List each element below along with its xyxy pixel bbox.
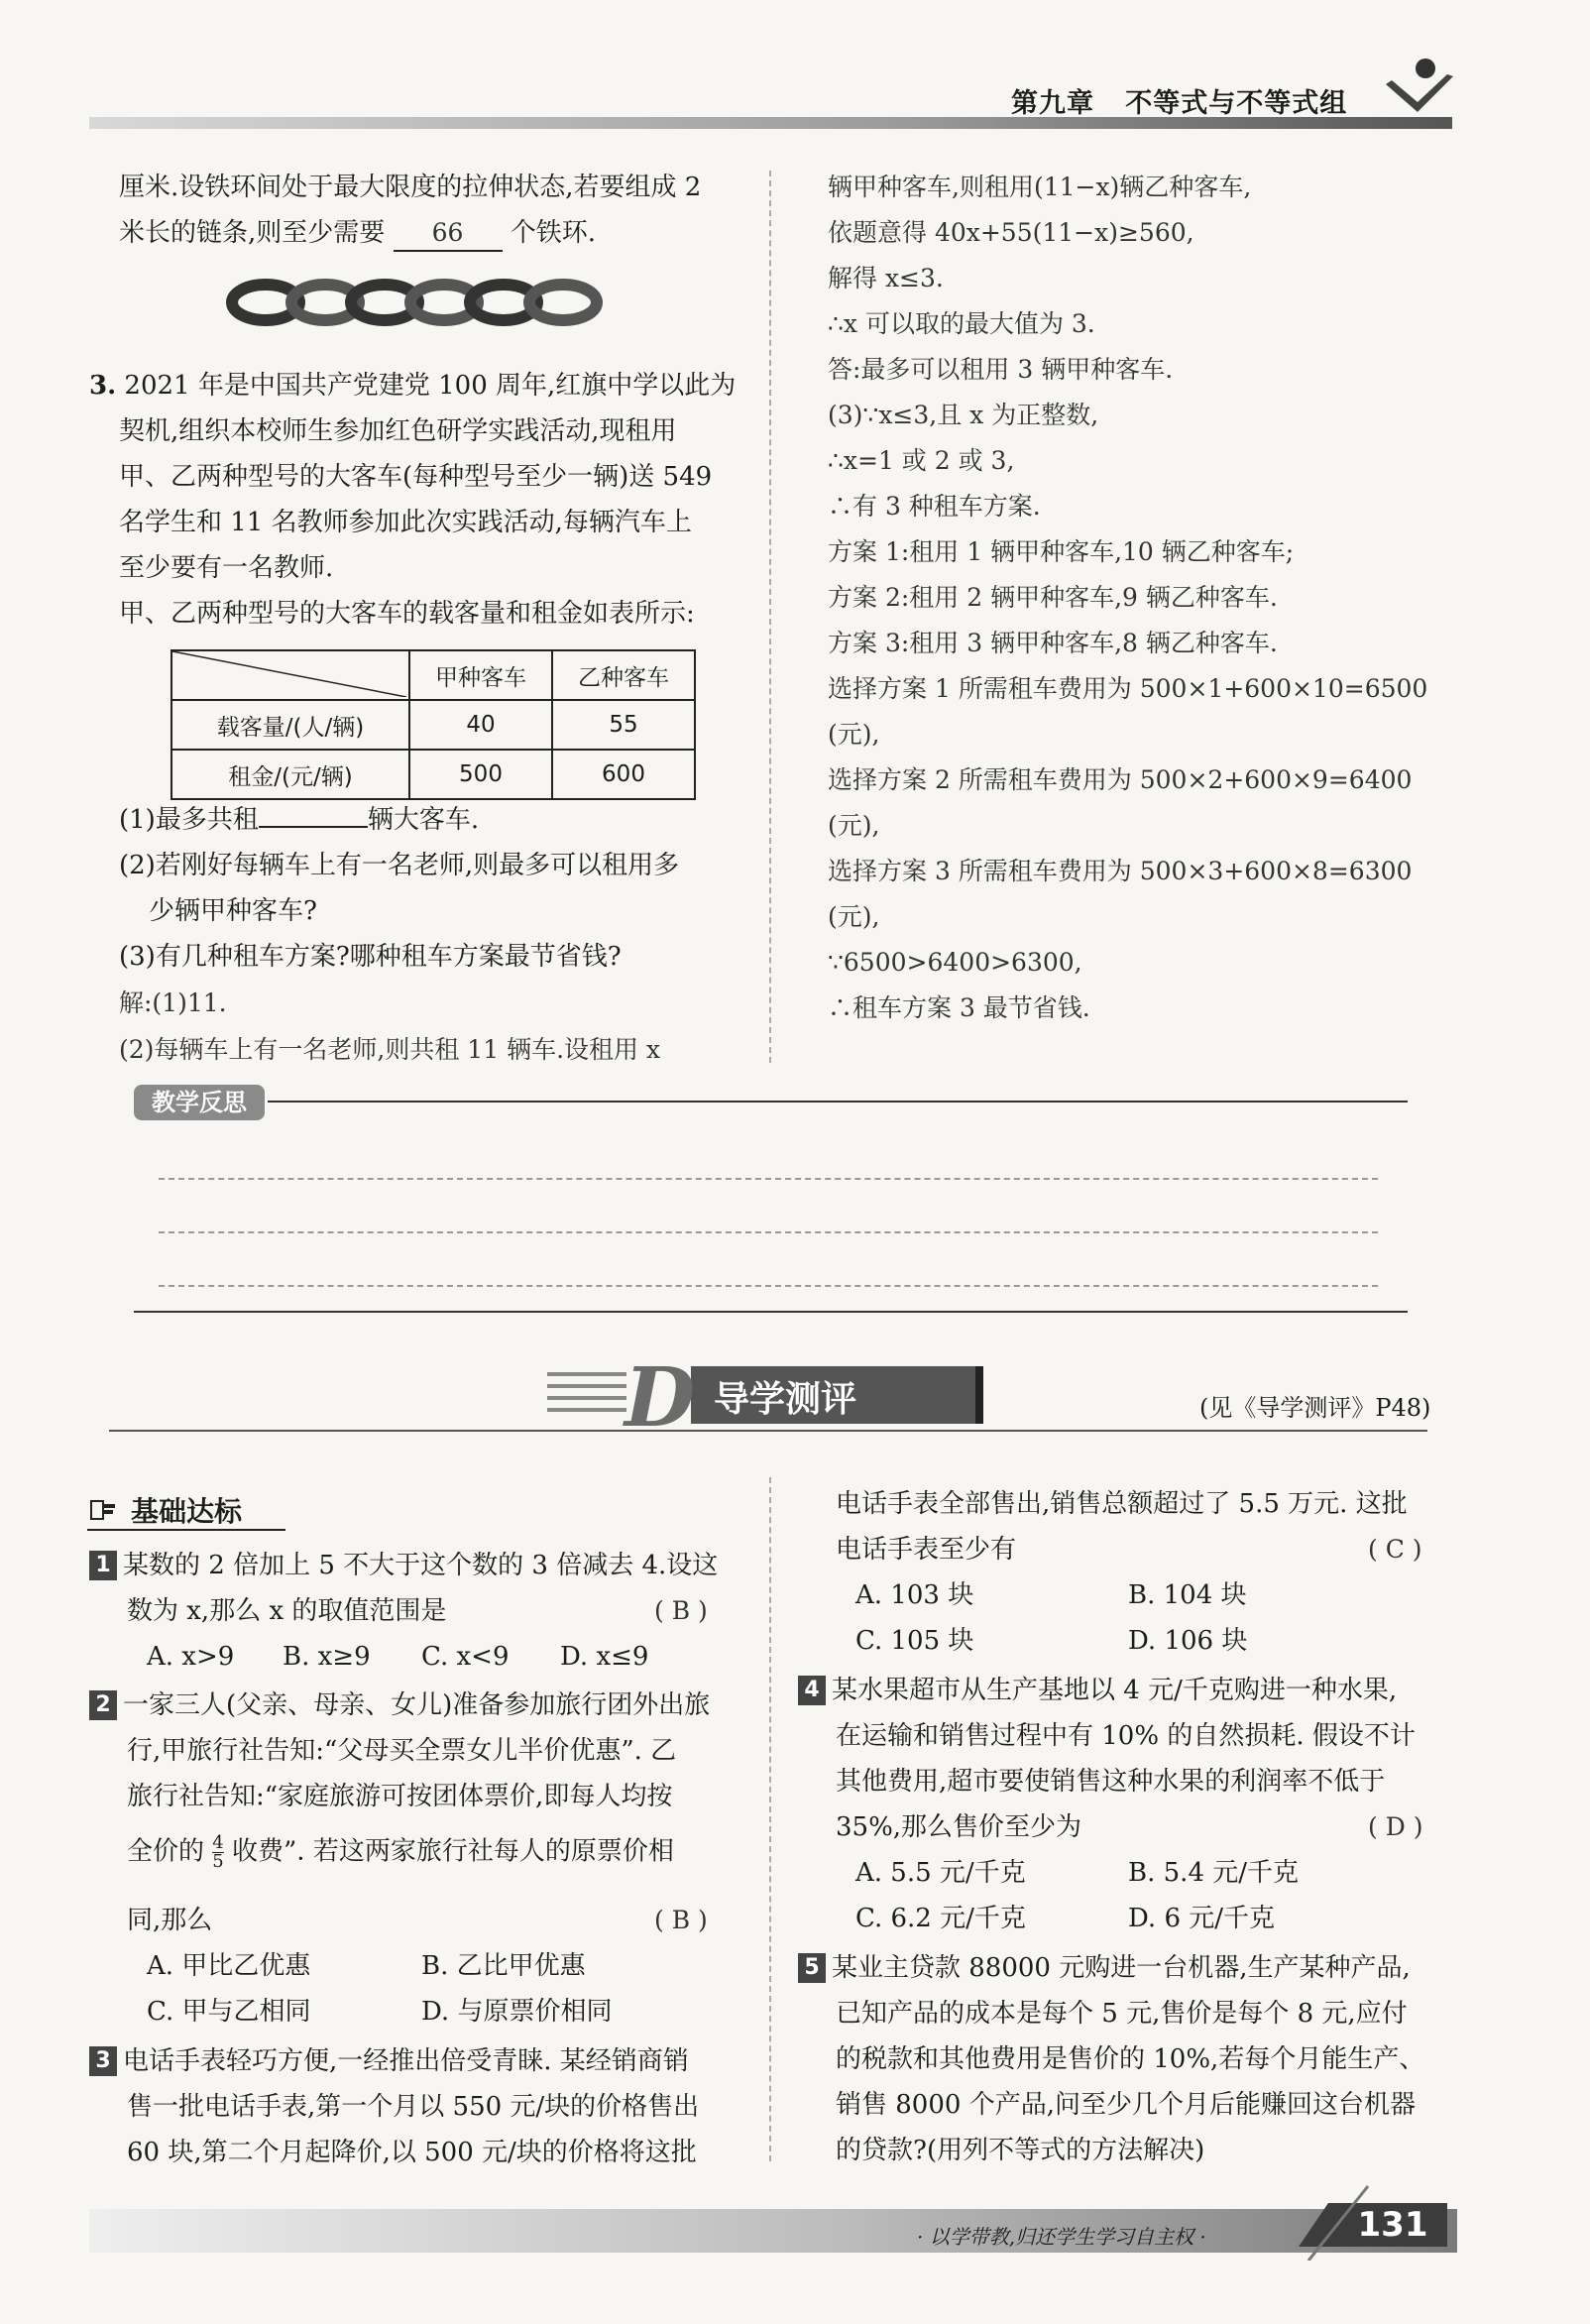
left-line-2-pre: 米长的链条,则至少需要: [119, 218, 386, 248]
table-cell: 600: [552, 750, 695, 799]
basics-title: 基础达标: [131, 1495, 243, 1528]
q3-sub1-pre: (1)最多共租: [119, 805, 259, 835]
q2-line-3: 旅行社告知:“家庭旅游可按团体票价,即每人均按: [127, 1782, 673, 1811]
diagonal-line-icon: [172, 651, 406, 697]
q4-line-1: [798, 1674, 1397, 1707]
table-header-row: [171, 650, 695, 700]
q1-option-c: C. x<9: [421, 1642, 510, 1672]
guide-rule: [109, 1430, 1427, 1432]
solution-1: 解:(1)11.: [119, 988, 227, 1017]
q4-number: 4: [798, 1676, 826, 1705]
q2-option-b: B. 乙比甲优惠: [421, 1951, 586, 1981]
book-logo-icon: [1378, 55, 1457, 124]
basics-underline: [87, 1529, 285, 1531]
left-line-2-post: 个铁环.: [510, 218, 597, 248]
q3b-text-1: 电话手表轻巧方便,一经推出倍受青睐. 某经销商销: [123, 2046, 689, 2076]
right-solution-line: 辆甲种客车,则租用(11−x)辆乙种客车,: [828, 173, 1252, 201]
chapter-name: 不等式与不等式组: [1125, 88, 1348, 119]
q3b-cont-2: 电话手表至少有: [836, 1535, 1017, 1565]
q3-sub2a: (2)若刚好每辆车上有一名老师,则最多可以租用多: [119, 851, 680, 880]
right-solution-line: 答:最多可以租用 3 辆甲种客车.: [828, 355, 1174, 384]
right-solution-line: (元),: [828, 811, 880, 840]
reflection-dash-line: [159, 1178, 1378, 1180]
q2-option-c: C. 甲与乙相同: [147, 1997, 311, 2027]
q2-line-1: [89, 1688, 710, 1722]
q3b-option-b: B. 104 块: [1128, 1580, 1247, 1610]
reflection-tag: 教学反思: [134, 1085, 265, 1120]
q2-line-4: [127, 1834, 674, 1871]
q3-line-2: 契机,组织本校师生参加红色研学实践活动,现租用: [119, 416, 677, 446]
q2-line-5: 同,那么: [127, 1906, 213, 1935]
q1-answer: ( B ): [654, 1596, 708, 1625]
chapter-title: [1011, 81, 1347, 120]
left-line-1: 厘米.设铁环间处于最大限度的拉伸状态,若要组成 2: [119, 173, 702, 202]
q2-text-1: 一家三人(父亲、母亲、女儿)准备参加旅行团外出旅: [123, 1690, 711, 1720]
chain-illustration: [226, 268, 603, 337]
q5-line-1: [798, 1951, 1411, 1985]
q3-line-4: 名学生和 11 名教师参加此次实践活动,每辆汽车上: [119, 508, 692, 537]
right-solution-line: ∴x=1 或 2 或 3,: [828, 446, 1015, 475]
q4-answer: ( D ): [1368, 1812, 1423, 1841]
q3-number: 3.: [89, 371, 117, 401]
q1-line-1: [89, 1549, 718, 1582]
q3-sub3: (3)有几种租车方案?哪种租车方案最节省钱?: [119, 942, 622, 972]
q3-line-1: [89, 369, 736, 403]
q3-line-5: 至少要有一名教师.: [119, 553, 334, 583]
q3-sub1-post: 辆大客车.: [367, 805, 480, 835]
column-divider: [769, 171, 771, 1063]
q4-option-b: B. 5.4 元/千克: [1128, 1858, 1300, 1888]
q5-number: 5: [798, 1953, 826, 1983]
q4-text-1: 某水果超市从生产基地以 4 元/千克购进一种水果,: [832, 1676, 1398, 1705]
right-solution-line: 依题意得 40x+55(11−x)≥560,: [828, 218, 1194, 247]
q3-sub2b: 少辆甲种客车?: [149, 896, 317, 926]
table-row: [171, 700, 695, 750]
q1-option-a: A. x>9: [147, 1642, 235, 1672]
q3-text-1: 2021 年是中国共产党建党 100 周年,红旗中学以此为: [124, 371, 737, 401]
right-solution-line: (元),: [828, 720, 880, 749]
column-divider: [769, 1477, 771, 2161]
right-solution-line: (3)∵x≤3,且 x 为正整数,: [828, 401, 1099, 429]
q2-line-4-post: 收费”. 若这两家旅行社每人的原票价相: [232, 1836, 674, 1867]
q2-option-a: A. 甲比乙优惠: [147, 1951, 311, 1981]
right-solution-line: 选择方案 3 所需租车费用为 500×3+600×8=6300: [828, 857, 1413, 885]
right-solution-line: ∵6500>6400>6300,: [828, 948, 1082, 977]
fraction-denominator: 5: [212, 1851, 224, 1872]
q3b-answer: ( C ): [1368, 1535, 1422, 1564]
q4-option-a: A. 5.5 元/千克: [855, 1858, 1026, 1888]
right-solution-line: 选择方案 2 所需租车费用为 500×2+600×9=6400: [828, 765, 1413, 794]
guide-reference: (见《导学测评》P48): [1199, 1394, 1431, 1422]
table-cell: 40: [409, 700, 552, 750]
right-solution-line: 方案 3:租用 3 辆甲种客车,8 辆乙种客车.: [828, 629, 1278, 657]
q3b-line-2: 售一批电话手表,第一个月以 550 元/块的价格售出: [127, 2092, 700, 2122]
q3b-cont-1: 电话手表全部售出,销售总额超过了 5.5 万元. 这批: [836, 1489, 1408, 1519]
table-header-cell: 乙种客车: [552, 650, 695, 700]
q3-line-3: 甲、乙两种型号的大客车(每种型号至少一辆)送 549: [119, 462, 713, 492]
right-solution-line: ∴有 3 种租车方案.: [828, 492, 1041, 521]
q4-line-4: 35%,那么售价至少为: [836, 1812, 1082, 1842]
right-solution-line: ∴x 可以取的最大值为 3.: [828, 309, 1095, 338]
q3b-number: 3: [89, 2046, 117, 2076]
q2-line-2: 行,甲旅行社告知:“父母买全票女儿半价优惠”. 乙: [127, 1736, 677, 1766]
guide-title: 导学测评: [714, 1379, 857, 1420]
q1-option-b: B. x≥9: [283, 1642, 371, 1672]
right-solution-line: ∴租车方案 3 最节省钱.: [828, 993, 1090, 1022]
reflection-top-rule: [268, 1101, 1408, 1103]
q1-number: 1: [89, 1551, 117, 1580]
q5-text-1: 某业主贷款 88000 元购进一台机器,生产某种产品,: [832, 1953, 1411, 1983]
q5-line-4: 销售 8000 个产品,问至少几个月后能赚回这台机器: [836, 2090, 1416, 2120]
right-solution-line: 选择方案 1 所需租车费用为 500×1+600×10=6500: [828, 674, 1428, 703]
q1-option-d: D. x≤9: [560, 1642, 649, 1672]
q3-line-6: 甲、乙两种型号的大客车的载客量和租金如表所示:: [119, 599, 695, 629]
right-solution-line: 方案 2:租用 2 辆甲种客车,9 辆乙种客车.: [828, 583, 1278, 612]
fraction-numerator: 4: [212, 1832, 224, 1853]
q2-number: 2: [89, 1690, 117, 1720]
answer-blank-66: 66: [394, 216, 503, 252]
table-row-label: 载客量/(人/辆): [171, 700, 409, 750]
q5-line-5: 的贷款?(用列不等式的方法解决): [836, 2136, 1205, 2165]
left-line-2: [119, 216, 596, 252]
q2-answer: ( B ): [654, 1906, 708, 1934]
q2-option-d: D. 与原票价相同: [421, 1997, 613, 2027]
right-solution-line: 方案 1:租用 1 辆甲种客车,10 辆乙种客车;: [828, 537, 1295, 566]
reflection-dash-line: [159, 1285, 1378, 1287]
q2-line-4-pre: 全价的: [127, 1836, 205, 1867]
reflection-dash-line: [159, 1231, 1378, 1233]
q3b-line-1: [89, 2044, 689, 2078]
q4-option-c: C. 6.2 元/千克: [855, 1904, 1026, 1933]
q3-sub1: [119, 803, 479, 837]
page-number: 131: [1357, 2205, 1428, 2245]
table-row-label: 租金/(元/辆): [171, 750, 409, 799]
footer-slogan: · 以学带教,归还学生学习自主权 ·: [917, 2225, 1206, 2249]
table-cell: 500: [409, 750, 552, 799]
q3b-line-3: 60 块,第二个月起降价,以 500 元/块的价格将这批: [127, 2138, 697, 2167]
answer-blank: [259, 826, 368, 828]
q5-line-2: 已知产品的成本是每个 5 元,售价是每个 8 元,应付: [836, 1999, 1408, 2029]
q3b-option-d: D. 106 块: [1128, 1626, 1248, 1656]
right-solution-line: 解得 x≤3.: [828, 264, 944, 292]
q4-line-3: 其他费用,超市要使销售这种水果的利润率不低于: [836, 1767, 1386, 1797]
q1-line-2: 数为 x,那么 x 的取值范围是: [127, 1596, 447, 1626]
fraction-four-fifths: [212, 1834, 223, 1871]
reflection-bottom-rule: [134, 1311, 1408, 1313]
guide-letter: D: [625, 1350, 696, 1446]
q4-option-d: D. 6 元/千克: [1128, 1904, 1276, 1933]
q1-text-1: 某数的 2 倍加上 5 不大于这个数的 3 倍减去 4.设这: [123, 1551, 719, 1580]
chapter-number: 第九章: [1011, 88, 1094, 119]
right-solution-line: (元),: [828, 902, 880, 931]
table-row: [171, 750, 695, 799]
table-cell: 55: [552, 700, 695, 750]
q5-line-3: 的税款和其他费用是售价的 10%,若每个月能生产、: [836, 2044, 1425, 2074]
table-corner-cell: [171, 650, 409, 700]
bus-table: [170, 649, 696, 800]
q3b-option-a: A. 103 块: [855, 1580, 974, 1610]
table-header-cell: 甲种客车: [409, 650, 552, 700]
hand-pointer-icon: [89, 1495, 119, 1525]
footer-bar: [89, 2209, 1457, 2253]
q3b-option-c: C. 105 块: [855, 1626, 974, 1656]
solution-2: (2)每辆车上有一名老师,则共租 11 辆车.设租用 x: [119, 1035, 661, 1064]
q4-line-2: 在运输和销售过程中有 10% 的自然损耗. 假设不计: [836, 1721, 1416, 1751]
